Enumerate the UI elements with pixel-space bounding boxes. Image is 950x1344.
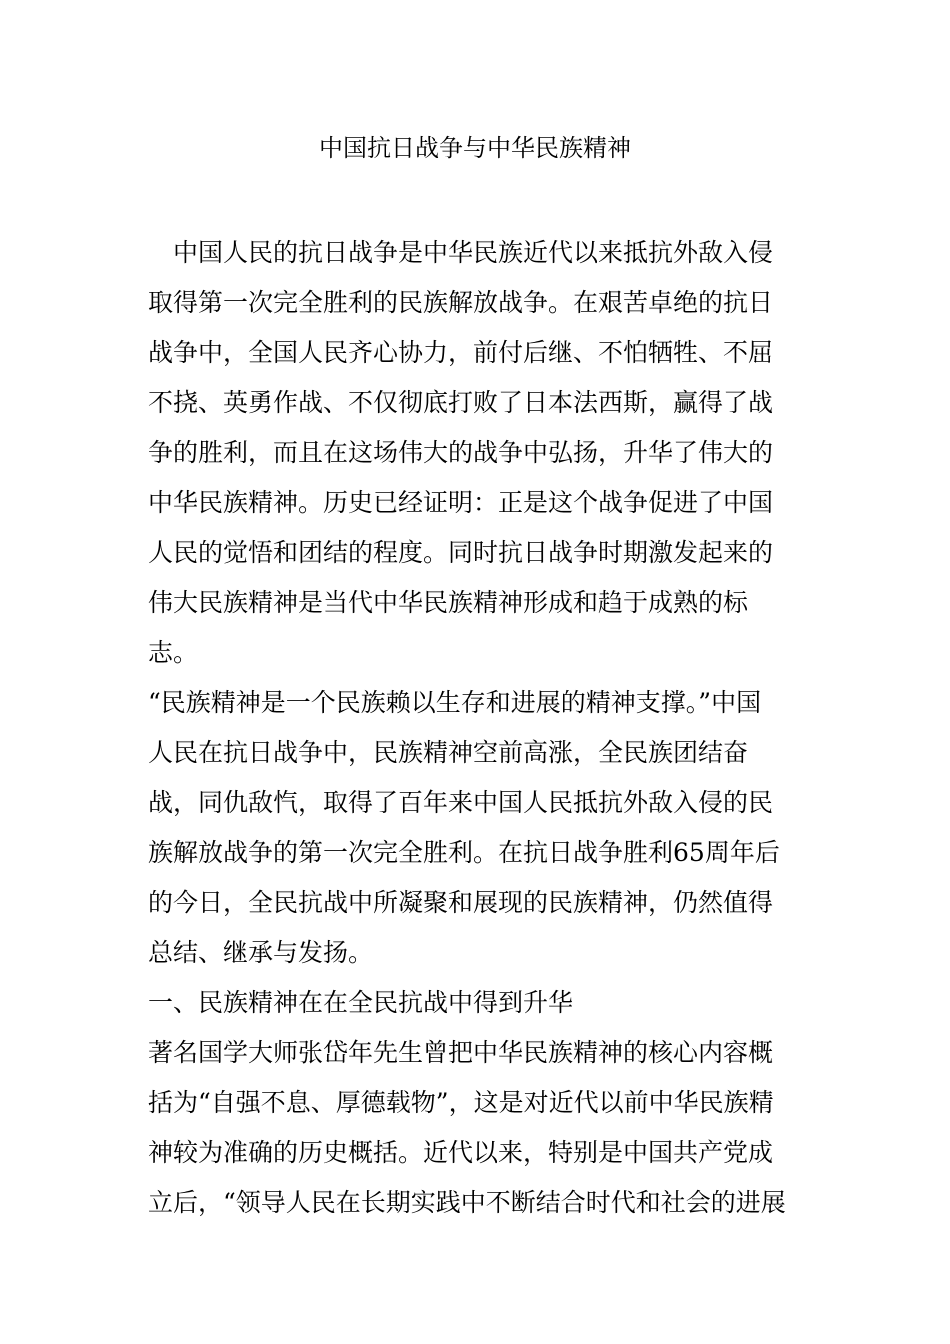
text-line: 志。 (148, 638, 199, 667)
section-heading: 一、民族精神在在全民抗战中得到升华 (148, 988, 574, 1017)
text-line: 族解放战争的第一次完全胜利。在抗日战争胜利65周年后 (148, 838, 780, 867)
text-line: 括为“自强不息、厚德载物”，这是对近代以前中华民族精 (148, 1088, 774, 1117)
text-line: 争的胜利，而且在这场伟大的战争中弘扬，升华了伟大的 (148, 438, 774, 467)
text-line: “民族精神是一个民族赖以生存和进展的精神支撑。”中国 (148, 688, 762, 717)
text-line: 著名国学大师张岱年先生曾把中华民族精神的核心内容概 (148, 1038, 774, 1067)
text-line: 战，同仇敌忾，取得了百年来中国人民抵抗外敌入侵的民 (148, 788, 774, 817)
text-line: 不挠、英勇作战、不仅彻底打败了日本法西斯，赢得了战 (148, 388, 774, 417)
text-line: 伟大民族精神是当代中华民族精神形成和趋于成熟的标 (148, 588, 749, 617)
text-line: 中国人民的抗日战争是中华民族近代以来抵抗外敌入侵 (173, 238, 774, 267)
document-body (148, 228, 808, 1228)
text-line: 取得第一次完全胜利的民族解放战争。在艰苦卓绝的抗日 (148, 288, 774, 317)
text-line: 人民的觉悟和团结的程度。同时抗日战争时期激发起来的 (148, 538, 774, 567)
document-title: 中国抗日战争与中华民族精神 (319, 134, 631, 162)
text-line: 立后，“领导人民在长期实践中不断结合时代和社会的进展 (148, 1188, 786, 1217)
text-line: 人民在抗日战争中，民族精神空前高涨，全民族团结奋 (148, 738, 749, 767)
text-line: 神较为准确的历史概括。近代以来，特别是中国共产党成 (148, 1138, 774, 1167)
text-line: 总结、继承与发扬。 (148, 938, 374, 967)
text-line: 战争中，全国人民齐心协力，前付后继、不怕牺牲、不屈 (148, 338, 774, 367)
text-line: 的今日，全民抗战中所凝聚和展现的民族精神，仍然值得 (148, 888, 774, 917)
text-line: 中华民族精神。历史已经证明：正是这个战争促进了中国 (148, 488, 774, 517)
